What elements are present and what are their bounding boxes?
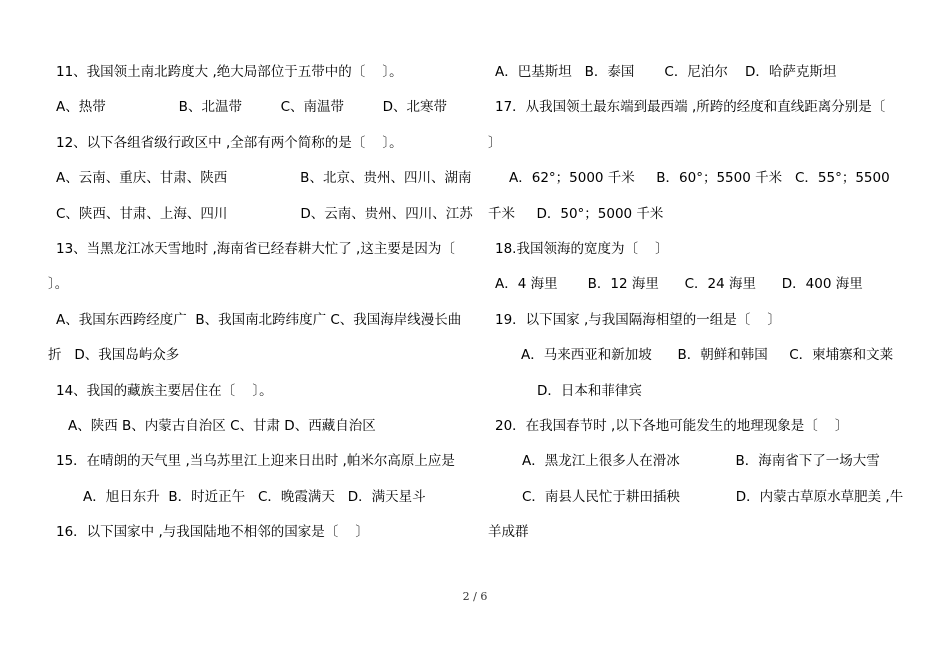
question-18-options: A．4 海里 B．12 海里 C．24 海里 D．400 海里 xyxy=(495,276,863,292)
question-12: 12、以下各组省级行政区中 ,全部有两个简称的是〔 〕。 xyxy=(56,135,403,151)
question-17: 17．从我国领土最东端到最西端 ,所跨的经度和直线距离分别是〔 xyxy=(495,99,886,115)
question-20-options-cd: C．南县人民忙于耕田插秧 D．内蒙古草原水草肥美 ,牛 xyxy=(522,489,904,505)
question-11-options: A、热带 B、北温带 C、南温带 D、北寒带 xyxy=(56,99,448,115)
question-12-options-cd: C、陕西、甘肃、上海、四川 D、云南、贵州、四川、江苏 xyxy=(56,206,473,222)
question-16: 16．以下国家中 ,与我国陆地不相邻的国家是〔 〕 xyxy=(56,524,369,540)
question-19-options-abc: A．马来西亚和新加坡 B．朝鲜和韩国 C．柬埔寨和文莱 xyxy=(521,347,894,363)
page-number: 2 / 6 xyxy=(462,590,488,603)
question-12-options-ab: A、云南、重庆、甘肃、陕西 B、北京、贵州、四川、湖南 xyxy=(56,170,472,186)
question-14-options: A、陕西 B、内蒙古自治区 C、甘肃 D、西藏自治区 xyxy=(68,418,376,434)
question-15-options: A．旭日东升 B．时近正午 C．晚霞满天 D．满天星斗 xyxy=(83,489,426,505)
question-18: 18.我国领海的宽度为〔 〕 xyxy=(495,241,669,257)
question-13: 13、当黑龙江冰天雪地时 ,海南省已经春耕大忙了 ,这主要是因为〔 xyxy=(56,241,455,257)
question-11: 11、我国领土南北跨度大 ,绝大局部位于五带中的〔 〕。 xyxy=(56,64,403,80)
question-20-options-ab: A．黑龙江上很多人在滑冰 B．海南省下了一场大雪 xyxy=(522,453,880,469)
question-17-options: A．62°；5000 千米 B．60°；5500 千米 C．55°；5500 xyxy=(509,170,890,186)
question-16-options: A．巴基斯坦 B．泰国 C．尼泊尔 D．哈萨克斯坦 xyxy=(495,64,837,80)
question-17-options-cont: 千米 D．50°；5000 千米 xyxy=(488,206,664,222)
question-19-option-d: D．日本和菲律宾 xyxy=(537,383,642,399)
question-14: 14、我国的藏族主要居住在〔 〕。 xyxy=(56,383,273,399)
question-20-options-cont: 羊成群 xyxy=(488,524,529,540)
question-19: 19．以下国家 ,与我国隔海相望的一组是〔 〕 xyxy=(495,312,781,328)
question-13-cont: 〕。 xyxy=(48,276,69,292)
question-13-options: A、我国东西跨经度广 B、我国南北跨纬度广 C、我国海岸线漫长曲 xyxy=(56,312,462,328)
question-13-options-cont: 折 D、我国岛屿众多 xyxy=(48,347,180,363)
question-20: 20．在我国春节时 ,以下各地可能发生的地理现象是〔 〕 xyxy=(495,418,849,434)
question-15: 15．在晴朗的天气里 ,当乌苏里江上迎来日出时 ,帕米尔高原上应是 xyxy=(56,453,455,469)
question-17-cont: 〕 xyxy=(488,135,502,151)
